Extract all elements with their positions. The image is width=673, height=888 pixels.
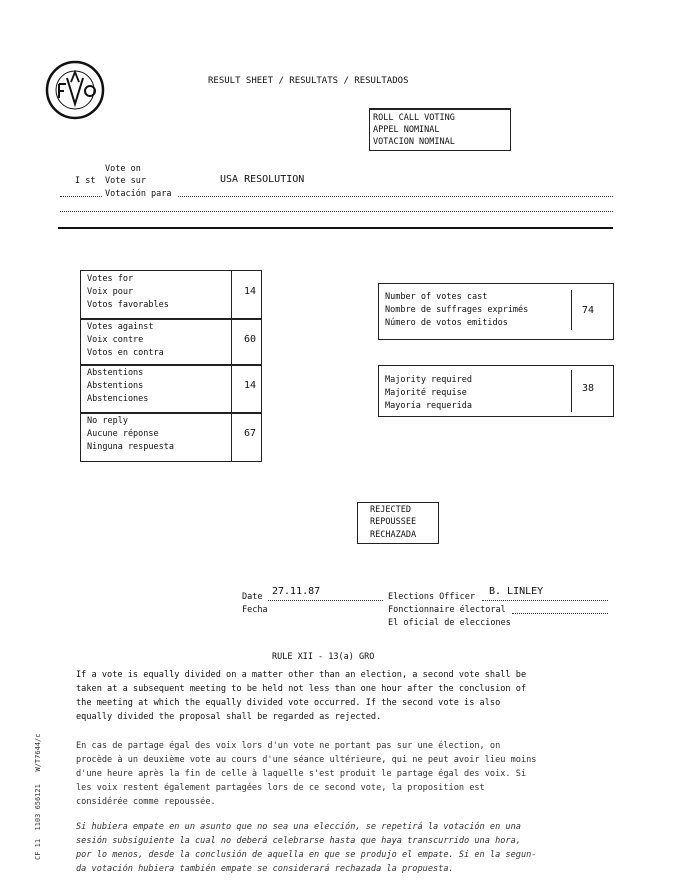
divider (58, 227, 613, 229)
majority-value: 38 (582, 383, 595, 394)
tally-label: Abstentions (87, 381, 144, 391)
majority-label-fr: Majorité requise (385, 388, 467, 398)
tally-row (80, 318, 262, 366)
result-es: RECHAZADA (370, 530, 417, 540)
tally-label: Votos en contra (87, 348, 164, 358)
votes-cast-label-es: Número de votos emitidos (385, 318, 508, 328)
vote-subject: USA RESOLUTION (220, 174, 305, 185)
date-dotted-line (268, 600, 383, 601)
voting-type-es: VOTACION NOMINAL (373, 137, 455, 147)
officer-label-es: El oficial de elecciones (388, 618, 511, 628)
votes-cast-label-en: Number of votes cast (385, 292, 488, 302)
tally-label: Votes against (87, 322, 154, 332)
tally-label: Abstenciones (87, 394, 149, 404)
officer-dotted-line (482, 600, 608, 601)
vote-on-label-en: Vote on (105, 164, 141, 174)
tally-row (80, 412, 262, 462)
dotted-leader (60, 211, 613, 212)
tally-label: Votes for (87, 274, 134, 284)
tally-label: Voix pour (87, 287, 134, 297)
officer-label-fr: Fonctionnaire électoral (388, 605, 506, 615)
majority-label-en: Majority required (385, 375, 472, 385)
tally-value: 67 (244, 428, 257, 439)
tally-value: 14 (244, 380, 257, 391)
voting-type-en: ROLL CALL VOTING (373, 113, 455, 123)
vote-on-label-es: Votación para (105, 189, 172, 199)
votes-cast-box (378, 283, 614, 340)
tally-label: Aucune réponse (87, 429, 159, 439)
tally-value: 60 (244, 334, 257, 345)
majority-box (378, 365, 614, 417)
date-label-en: Date (242, 592, 263, 602)
voting-type-box (369, 108, 511, 151)
result-en: REJECTED (370, 505, 411, 515)
votes-cast-value: 74 (582, 305, 595, 316)
rule-title: RULE XII - 13(a) GRO (272, 652, 375, 662)
dotted-leader (178, 196, 613, 197)
result-fr: REPOUSSEE (370, 517, 417, 527)
rule-text-fr: En cas de partage égal des voix lors d'un vote ne portant pas sur une élection, on procède à un deuxième vote au cours d'une séance ultérieure, qui ne peut avoir lieu moins d'une heure après la fin de celle à laquelle s'est produit le partage égal des voix. Si les voix restent également partagées lors de ce second vote, la proposition est considérée comme repoussée. (76, 741, 537, 807)
result-box (357, 502, 439, 544)
voting-type-fr: APPEL NOMINAL (373, 125, 440, 135)
margin-reference-code: CF 11 1103 656121 W/T7644/c (34, 733, 42, 860)
tally-label: Ninguna respuesta (87, 442, 174, 452)
tally-row (80, 270, 262, 320)
rule-text-es: Si hubiera empate en un asunto que no sea una elección, se repetirá la votación en una sesión subsiguiente la cual no deberá celebrarse hasta que haya transcurrido una hora, por lo menos, desde la conclusión de aquella en que se produjo el empate. Si en la segun- da votación hubiera también empate se considerará rechazada la propuesta. (76, 822, 537, 874)
date-label-es: Fecha (242, 605, 268, 615)
tally-value: 14 (244, 286, 257, 297)
tally-label: Voix contre (87, 335, 144, 345)
votes-cast-label-fr: Nombre de suffrages exprimés (385, 305, 529, 315)
vote-on-label-fr: Vote sur (105, 176, 146, 186)
tally-label: No reply (87, 416, 128, 426)
sheet-title: RESULT SHEET / RESULTATS / RESULTADOS (208, 76, 409, 86)
majority-label-es: Mayoría requerida (385, 401, 472, 411)
date-value: 27.11.87 (272, 586, 321, 597)
rule-text-en: If a vote is equally divided on a matter other than an election, a second vote shall be taken at a subsequent meeting to be held not less than one hour after the conclusion of the meeting at which the equally divided vote occurred. If the second vote is also equally divided the proposal shall be regarded as rejected. (76, 670, 527, 722)
dotted-leader (60, 196, 102, 197)
tally-row (80, 364, 262, 414)
officer-name: B. LINLEY (489, 586, 544, 597)
fao-logo (45, 60, 105, 120)
officer-label-en: Elections Officer (388, 592, 475, 602)
officer-fr-dotted-line (512, 613, 608, 614)
tally-label: Abstentions (87, 368, 144, 378)
vote-ordinal: I st (75, 176, 96, 186)
tally-label: Votos favorables (87, 300, 169, 310)
